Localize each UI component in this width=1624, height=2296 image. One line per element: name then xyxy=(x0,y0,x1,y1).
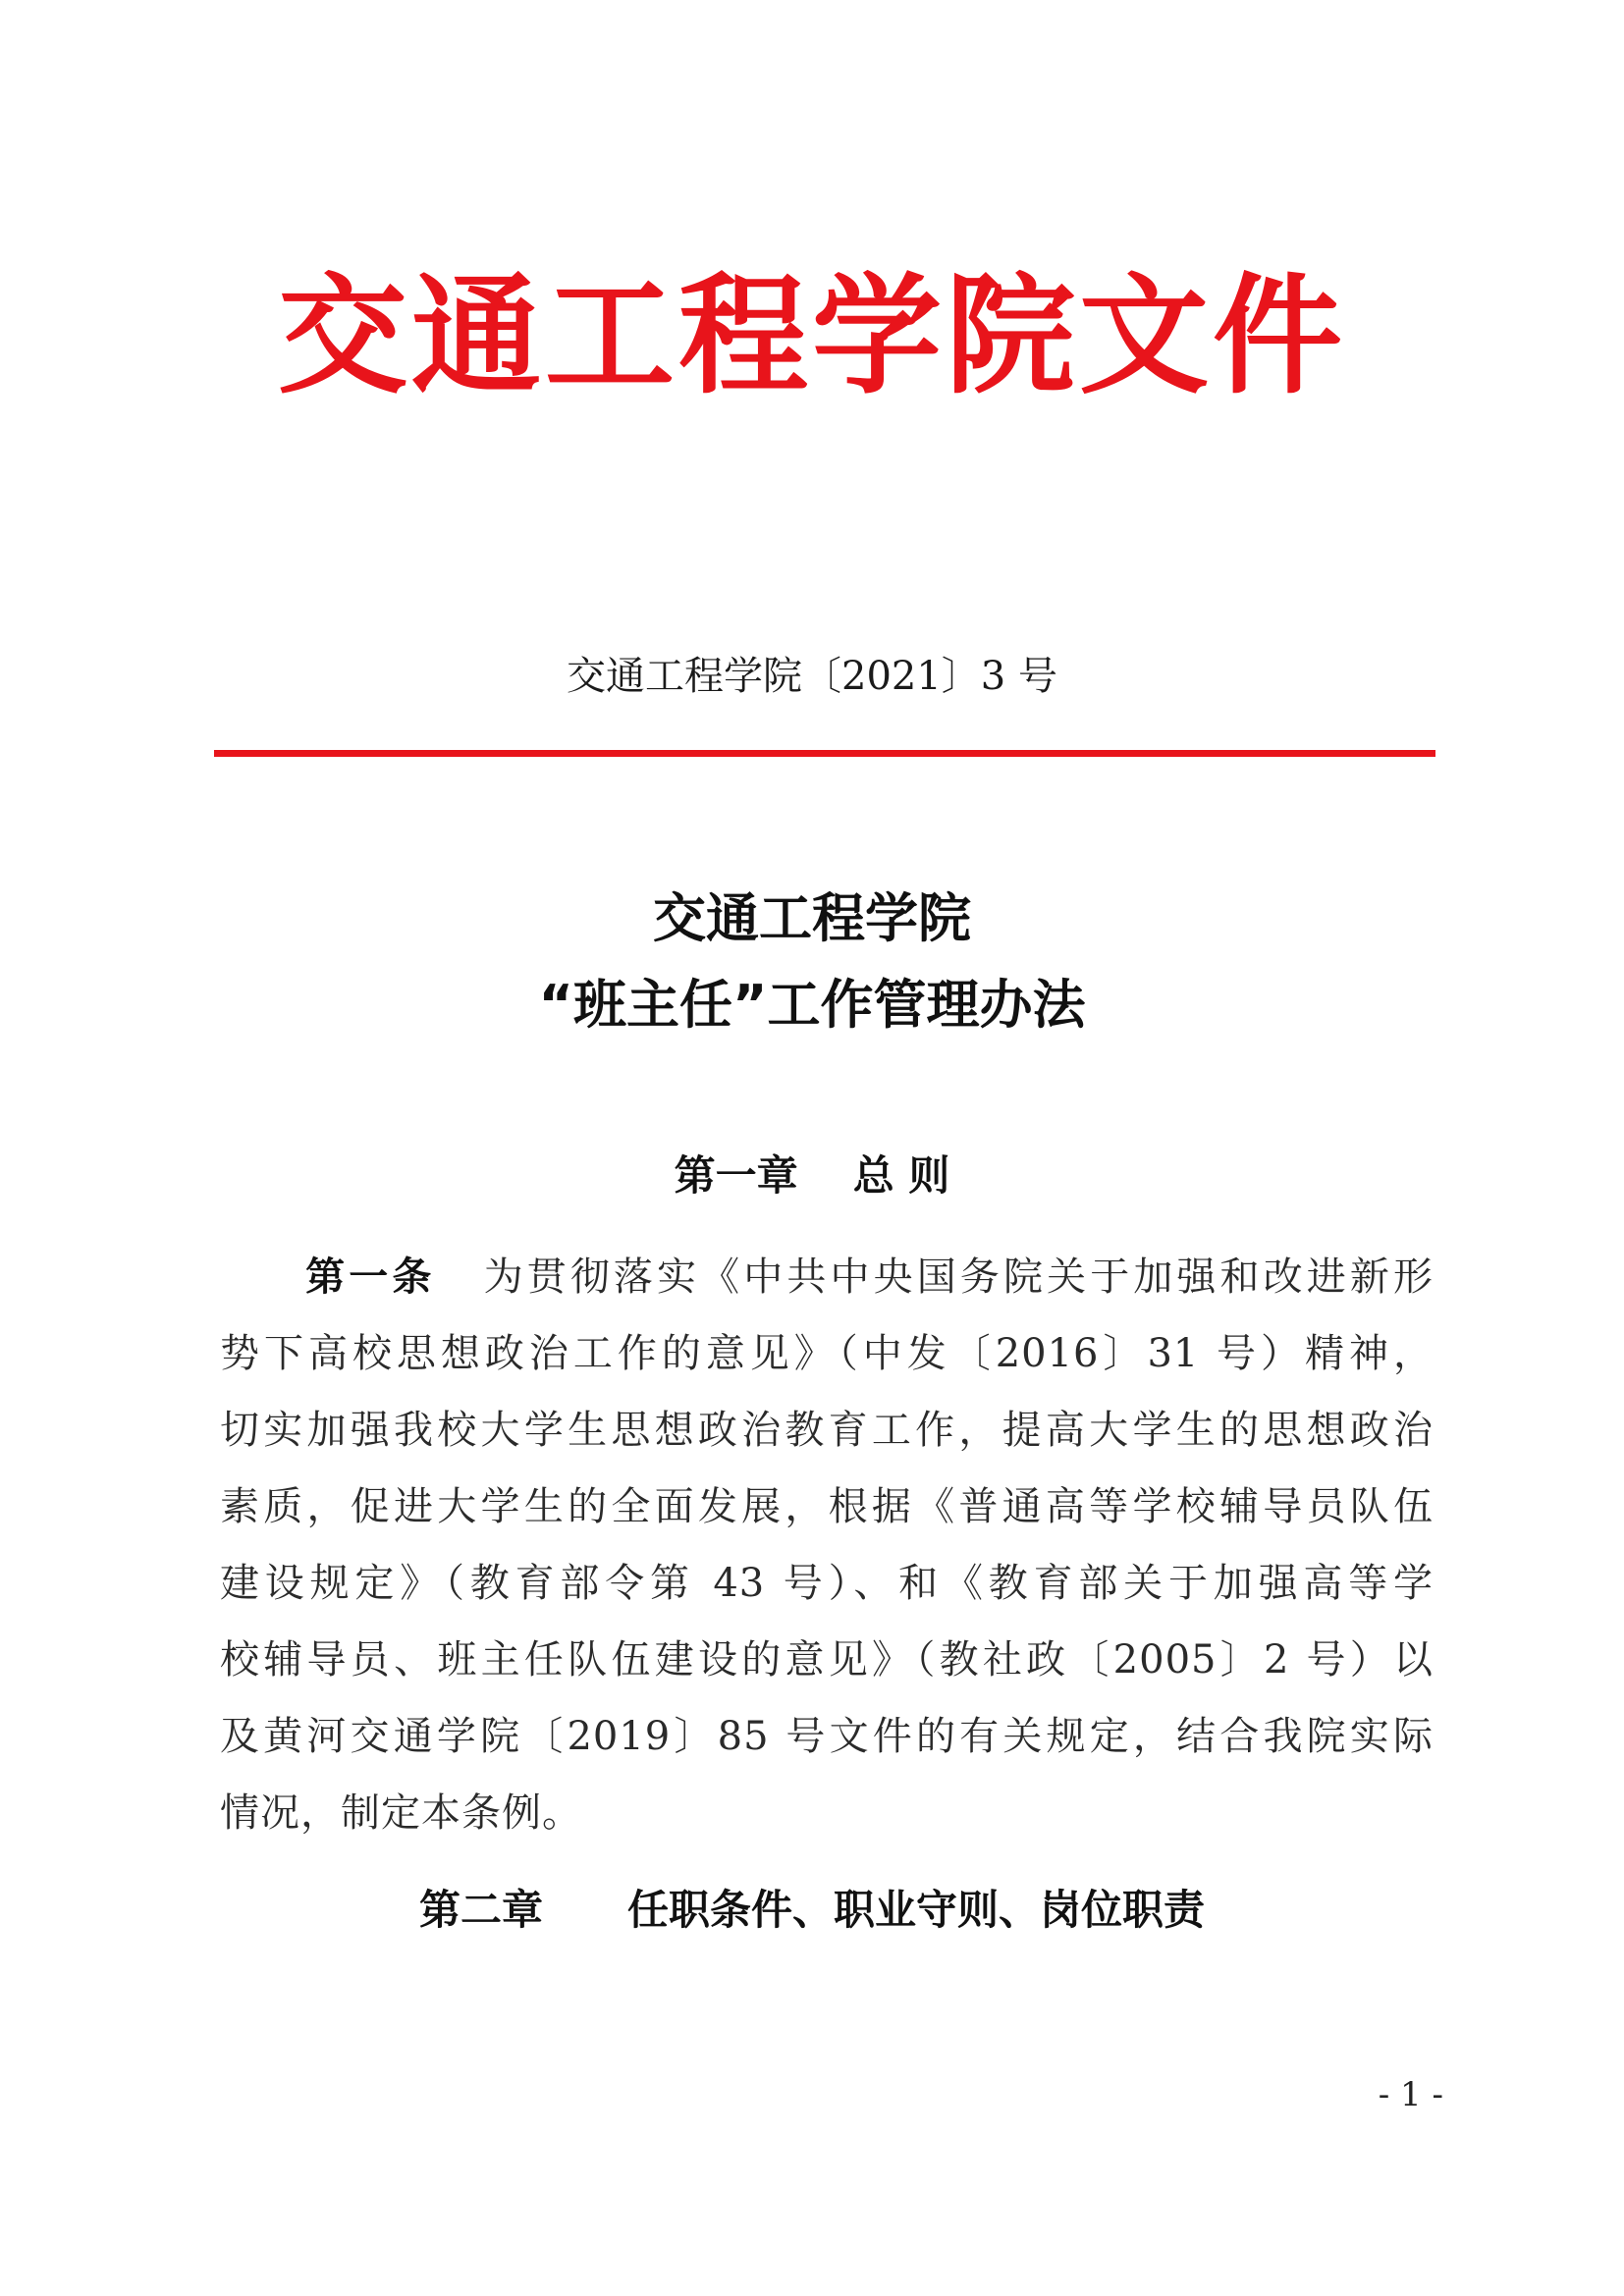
article-1 xyxy=(220,1239,1434,1851)
article-1-text-line: 及黄河交通学院〔2019〕85 号文件的有关规定，结合我院实际 xyxy=(220,1714,1434,1759)
article-1-text-line: 情况，制定本条例。 xyxy=(220,1790,582,1836)
article-1-line-1 xyxy=(220,1239,1434,1315)
article-1-text-line: 校辅导员、班主任队伍建设的意见》（教社政〔2005〕2 号）以 xyxy=(220,1637,1434,1682)
chapter-heading-2 xyxy=(0,1883,1624,1938)
article-1-text-line: 切实加强我校大学生思想政治教育工作，提高大学生的思想政治 xyxy=(220,1408,1434,1453)
document-title xyxy=(0,876,1624,1048)
article-1-text-line: 为贯彻落实《中共中央国务院关于加强和改进新形 xyxy=(480,1255,1435,1300)
article-1-text-line: 建设规定》（教育部令第 43 号）、和《教育部关于加强高等学 xyxy=(220,1561,1434,1606)
title-line-2: “班主任”工作管理办法 xyxy=(538,974,1086,1036)
page-number: - 1 - xyxy=(1378,2075,1443,2114)
article-1-text-line: 势下高校思想政治工作的意见》（中发〔2016〕31 号）精神， xyxy=(220,1331,1434,1376)
chapter-1-name: 总 则 xyxy=(852,1151,950,1200)
red-separator-line xyxy=(214,750,1435,757)
chapter-1-number: 第一章 xyxy=(674,1151,798,1200)
chapter-2-name: 任职条件、职业守则、岗位职责 xyxy=(627,1886,1206,1934)
chapter-2-number: 第二章 xyxy=(418,1886,543,1934)
title-line-1: 交通工程学院 xyxy=(653,887,971,949)
chapter-heading-1 xyxy=(0,1148,1624,1203)
agency-red-header: 交通工程学院文件 xyxy=(278,261,1346,412)
article-1-label: 第一条 xyxy=(302,1255,436,1300)
document-number: 交通工程学院〔2021〕3 号 xyxy=(567,654,1057,699)
article-1-text-line: 素质，促进大学生的全面发展，根据《普通高等学校辅导员队伍 xyxy=(220,1484,1434,1529)
